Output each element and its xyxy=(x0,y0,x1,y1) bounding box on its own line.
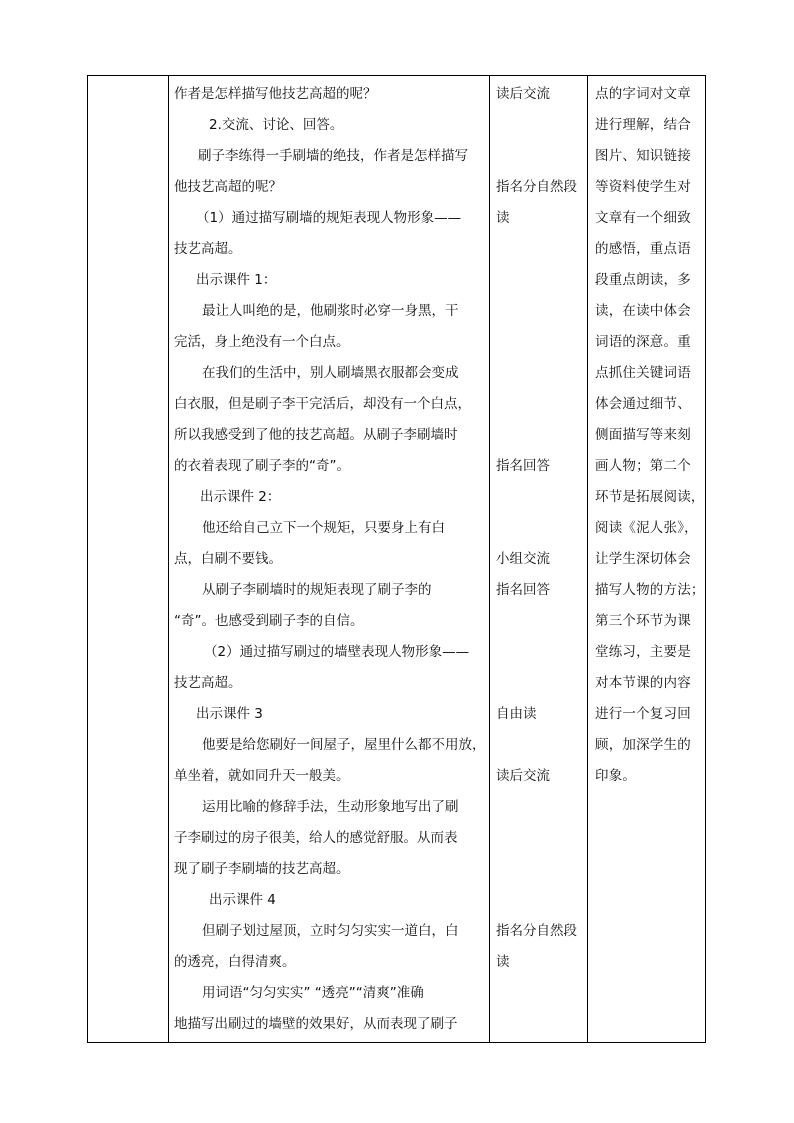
intent-line: 顾，加深学生的 xyxy=(595,737,691,753)
intent-line: 描写人物的方法； xyxy=(595,582,705,598)
intent-line: 段重点朗读，多 xyxy=(595,272,691,288)
main-line: 出示课件 4 xyxy=(209,892,276,908)
main-line: 出示课件 3 xyxy=(196,706,263,722)
student-line: 读后交流 xyxy=(496,86,550,102)
main-line: “奇”。也感受到刷子李的自信。 xyxy=(174,613,364,629)
main-line: 运用比喻的修辞手法，生动形象地写出了刷 xyxy=(202,799,459,815)
student-line: 自由读 xyxy=(496,706,537,722)
intent-line: 点抓住关键词语 xyxy=(595,365,691,381)
intent-line: 图片、知识链接 xyxy=(595,148,691,164)
main-line: 出示课件 2： xyxy=(200,489,281,505)
main-line: （2）通过描写刷过的墙壁表现人物形象—— xyxy=(204,644,470,660)
main-line: 的透亮，白得清爽。 xyxy=(174,954,296,970)
main-line: （1）通过描写刷墙的规矩表现人物形象—— xyxy=(196,210,462,226)
main-line: 2.交流、讨论、回答。 xyxy=(209,117,344,133)
student-line: 读 xyxy=(496,954,510,970)
main-line: 刷子李练得一手刷墙的绝技，作者是怎样描写 xyxy=(198,148,468,164)
main-line: 地描写出刷过的墙壁的效果好，从而表现了刷子 xyxy=(174,1016,458,1032)
main-line: 在我们的生活中，别人刷墙黑衣服都会变成 xyxy=(202,365,459,381)
intent-line: 对本节课的内容 xyxy=(595,675,691,691)
intent-line: 等资料使学生对 xyxy=(595,179,691,195)
column-divider xyxy=(587,76,588,1042)
main-line: 但刷子划过屋顶，立时匀匀实实一道白，白 xyxy=(202,923,459,939)
lesson-table xyxy=(87,75,706,1043)
student-line: 指名回答 xyxy=(496,458,550,474)
intent-line: 读，在读中体会 xyxy=(595,303,691,319)
intent-line: 画人物；第二个 xyxy=(595,458,691,474)
main-line: 的衣着表现了刷子李的“奇”。 xyxy=(174,458,350,474)
main-line: 作者是怎样描写他技艺高超的呢？ xyxy=(174,86,377,102)
main-line: 子李刷过的房子很美，给人的感觉舒服。从而表 xyxy=(174,830,458,846)
main-line: 现了刷子李刷墙的技艺高超。 xyxy=(174,861,350,877)
intent-line: 第三个环节为课 xyxy=(595,613,691,629)
intent-line: 进行理解，结合 xyxy=(595,117,691,133)
column-divider xyxy=(489,76,490,1042)
intent-line: 文章有一个细致 xyxy=(595,210,691,226)
main-line: 他要是给您刷好一间屋子，屋里什么都不用放， xyxy=(202,737,486,753)
main-line: 出示课件 1： xyxy=(196,272,277,288)
intent-line: 让学生深切体会 xyxy=(595,551,691,567)
main-line: 点，白刷不要钱。 xyxy=(174,551,282,567)
student-line: 指名分自然段 xyxy=(496,179,577,195)
student-line: 指名分自然段 xyxy=(496,923,577,939)
main-line: 从刷子李刷墙时的规矩表现了刷子李的 xyxy=(202,582,432,598)
column-divider xyxy=(168,76,169,1042)
student-line: 读后交流 xyxy=(496,768,550,784)
student-line: 指名回答 xyxy=(496,582,550,598)
intent-line: 堂练习，主要是 xyxy=(595,644,691,660)
intent-line: 的感悟，重点语 xyxy=(595,241,691,257)
intent-line: 词语的深意。重 xyxy=(595,334,691,350)
main-line: 他技艺高超的呢？ xyxy=(174,179,282,195)
intent-line: 点的字词对文章 xyxy=(595,86,691,102)
intent-line: 侧面描写等来刻 xyxy=(595,427,691,443)
main-line: 单坐着，就如同升天一般美。 xyxy=(174,768,350,784)
main-line: 技艺高超。 xyxy=(174,241,242,257)
student-line: 小组交流 xyxy=(496,551,550,567)
intent-line: 环节是拓展阅读， xyxy=(595,489,705,505)
student-line: 读 xyxy=(496,210,510,226)
main-line: 用词语“匀匀实实” “透亮”“清爽”准确 xyxy=(202,985,424,1001)
main-line: 所以我感受到了他的技艺高超。从刷子李刷墙时 xyxy=(174,427,458,443)
intent-line: 进行一个复习回 xyxy=(595,706,691,722)
main-line: 技艺高超。 xyxy=(174,675,242,691)
intent-line: 阅读《泥人张》， xyxy=(595,520,698,536)
main-line: 最让人叫绝的是，他刷浆时必穿一身黑，干 xyxy=(202,303,459,319)
main-line: 他还给自己立下一个规矩，只要身上有白 xyxy=(202,520,445,536)
main-line: 完活，身上绝没有一个白点。 xyxy=(174,334,350,350)
main-line: 白衣服，但是刷子李干完活后，却没有一个白点， xyxy=(174,396,471,412)
intent-line: 印象。 xyxy=(595,768,637,784)
intent-line: 体会通过细节、 xyxy=(595,396,691,412)
